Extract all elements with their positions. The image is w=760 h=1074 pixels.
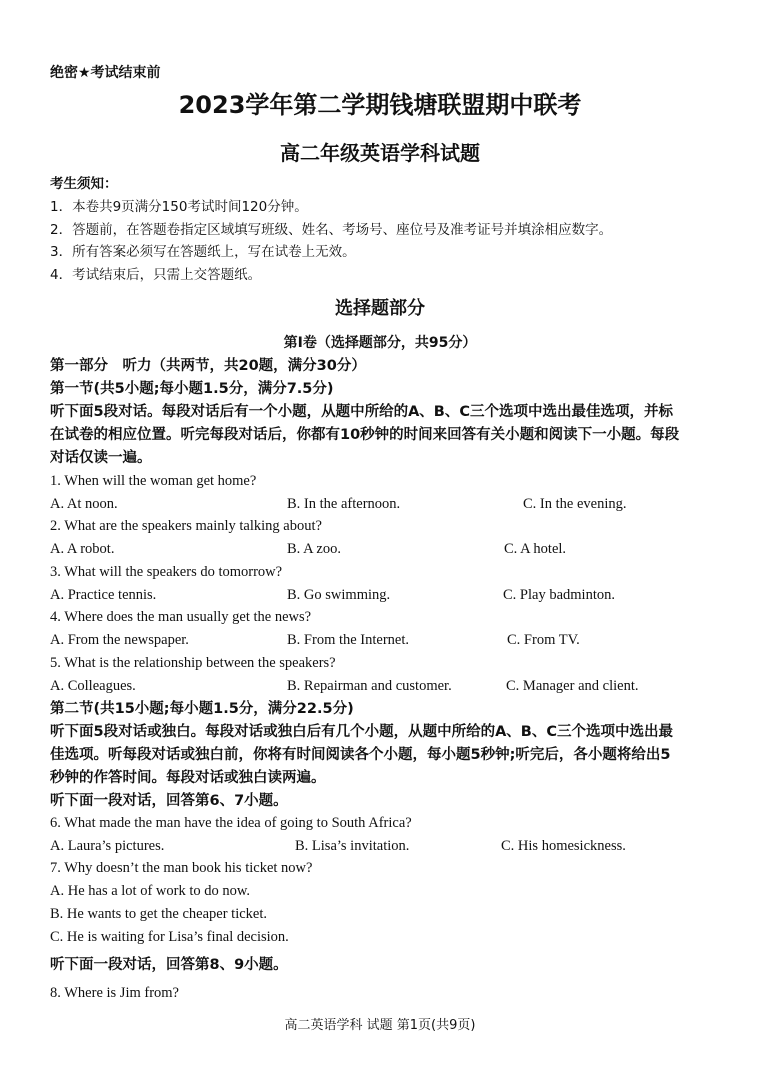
option-c: C. Play badminton. bbox=[503, 587, 615, 603]
option-a: A. Practice tennis. bbox=[50, 587, 157, 603]
option-c: C. His homesickness. bbox=[501, 838, 626, 854]
option-c: C. From TV. bbox=[507, 632, 580, 648]
option-b: B. In the afternoon. bbox=[287, 496, 401, 512]
option-a: A. He has a lot of work to do now. bbox=[50, 883, 251, 899]
option-b: B. Repairman and customer. bbox=[287, 678, 452, 694]
volume-title: 第I卷（选择题部分，共95分） bbox=[283, 335, 477, 351]
part-one-heading: 第一部分 听力（共两节，共20题，满分30分） bbox=[50, 358, 366, 374]
notice-heading: 考生须知： bbox=[50, 176, 118, 192]
option-a: A. At noon. bbox=[50, 496, 118, 512]
option-b: B. He wants to get the cheaper ticket. bbox=[50, 906, 268, 922]
question-text: 5. What is the relationship between the speakers? bbox=[50, 655, 336, 671]
section-title: 选择题部分 bbox=[335, 298, 425, 319]
option-a: A. Colleagues. bbox=[50, 678, 136, 694]
option-a: A. Laura’s pictures. bbox=[50, 838, 165, 854]
option-c: C. A hotel. bbox=[504, 541, 567, 557]
section-one-heading: 第一节(共5小题;每小题1.5分，满分7.5分) bbox=[50, 381, 334, 397]
question-text: 4. Where does the man usually get the news? bbox=[50, 609, 312, 625]
section-one-instruction: 在试卷的相应位置。听完每段对话后，你都有10秒钟的时间来回答有关小题和阅读下一小题。每段 bbox=[50, 427, 680, 443]
option-c: C. In the evening. bbox=[523, 496, 627, 512]
group-instruction: 听下面一段对话，回答第6、7小题。 bbox=[50, 793, 288, 809]
section-two-instruction: 秒钟的作答时间。每段对话或独白读两遍。 bbox=[50, 770, 326, 786]
option-b: B. A zoo. bbox=[287, 541, 341, 557]
confidential-label: 绝密★考试结束前 bbox=[50, 65, 161, 81]
question-text: 8. Where is Jim from? bbox=[50, 985, 179, 1001]
question-text: 1. When will the woman get home? bbox=[50, 473, 257, 489]
question-text: 6. What made the man have the idea of going to South Africa? bbox=[50, 815, 412, 831]
option-b: B. Lisa’s invitation. bbox=[295, 838, 410, 854]
question-text: 3. What will the speakers do tomorrow? bbox=[50, 564, 283, 580]
question-text: 2. What are the speakers mainly talking about? bbox=[50, 518, 322, 534]
exam-subtitle: 高二年级英语学科试题 bbox=[280, 141, 480, 165]
option-c: C. He is waiting for Lisa’s final decision. bbox=[50, 929, 289, 945]
section-two-heading: 第二节(共15小题;每小题1.5分，满分22.5分) bbox=[50, 701, 354, 717]
option-a: A. A robot. bbox=[50, 541, 115, 557]
exam-title: 2023学年第二学期钱塘联盟期中联考 bbox=[178, 91, 582, 119]
section-one-instruction: 听下面5段对话。每段对话后有一个小题，从题中所给的A、B、C三个选项中选出最佳选项，并标 bbox=[50, 404, 674, 420]
group-instruction: 听下面一段对话，回答第8、9小题。 bbox=[50, 957, 288, 973]
section-two-instruction: 听下面5段对话或独白。每段对话或独白后有几个小题，从题中所给的A、B、C三个选项中选出最 bbox=[50, 724, 674, 740]
option-c: C. Manager and client. bbox=[506, 678, 639, 694]
section-one-instruction: 对话仅读一遍。 bbox=[50, 450, 152, 466]
notice-item: 2．答题前，在答题卷指定区域填写班级、姓名、考场号、座位号及准考证号并填涂相应数字。 bbox=[50, 222, 613, 238]
option-a: A. From the newspaper. bbox=[50, 632, 189, 648]
notice-item: 3．所有答案必须写在答题纸上，写在试卷上无效。 bbox=[50, 244, 356, 260]
notice-item: 4．考试结束后，只需上交答题纸。 bbox=[50, 267, 262, 283]
page-footer: 高二英语学科 试题 第1页(共9页) bbox=[284, 1018, 476, 1033]
section-two-instruction: 佳选项。听每段对话或独白前，你将有时间阅读各个小题，每小题5秒钟;听完后，各小题将给出5 bbox=[50, 747, 671, 763]
option-b: B. Go swimming. bbox=[287, 587, 391, 603]
question-text: 7. Why doesn’t the man book his ticket now? bbox=[50, 860, 313, 876]
option-b: B. From the Internet. bbox=[287, 632, 410, 648]
notice-item: 1．本卷共9页满分150考试时间120分钟。 bbox=[50, 199, 308, 215]
